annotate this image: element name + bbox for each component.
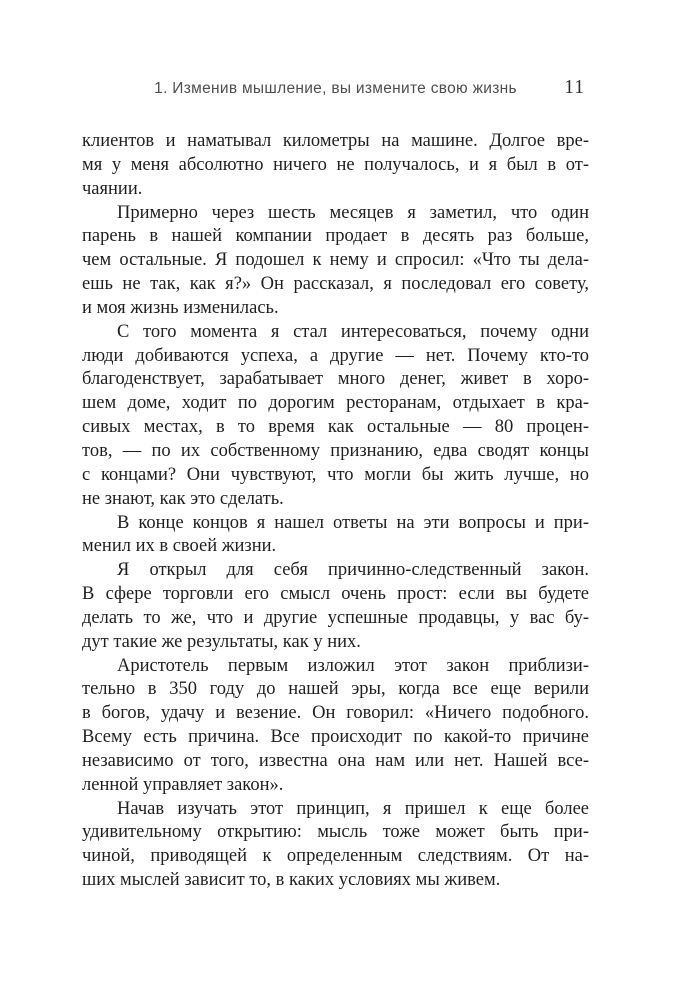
text-line: В конце концов я нашел ответы на эти вопросы и при- bbox=[117, 512, 589, 533]
chapter-running-title: 1. Изменив мышление, вы измените свою жизнь bbox=[154, 80, 517, 97]
text-line: ших мыслей зависит то, в каких условиях мы живем. bbox=[82, 870, 501, 891]
text-line: делать то же, что и другие успешные продавцы, у вас бу- bbox=[82, 607, 589, 628]
text-line: в богов, удачу и везение. Он говорил: «Ничего подобного. bbox=[82, 703, 589, 724]
text-line: чаянии. bbox=[82, 178, 143, 199]
text-line: с концами? Они чувствуют, что могли бы жить лучше, но bbox=[82, 464, 589, 485]
paragraph bbox=[82, 798, 589, 893]
paragraph bbox=[82, 321, 589, 512]
text-line: и моя жизнь изменилась. bbox=[82, 297, 279, 318]
text-line: Всему есть причина. Все происходит по какой-то причине bbox=[82, 727, 589, 748]
text-line: удивительному открытию: мысль тоже может быть при- bbox=[82, 822, 589, 843]
text-line: В сфере торговли его смысл очень прост: если вы будете bbox=[82, 584, 589, 605]
text-line: не знают, как это сделать. bbox=[82, 488, 284, 509]
text-line: тельно в 350 году до нашей эры, когда все еще верили bbox=[82, 679, 589, 700]
text-line: чем остальные. Я подошел к нему и спросил: «Что ты дела- bbox=[82, 250, 589, 271]
page-number: 11 bbox=[564, 77, 585, 98]
text-line: мя у меня абсолютно ничего не получалось, и я был в от- bbox=[82, 154, 589, 175]
text-line: ешь не так, как я?» Он рассказал, я последовал его совету, bbox=[82, 274, 589, 295]
text-line: Я открыл для себя причинно-следственный закон. bbox=[117, 560, 589, 581]
text-line: клиентов и наматывал километры на машине. Долгое вре- bbox=[82, 131, 589, 151]
paragraph bbox=[82, 559, 589, 654]
paragraph bbox=[82, 512, 589, 560]
text-line: люди добиваются успеха, а другие — нет. Почему кто-то bbox=[82, 345, 589, 366]
running-header bbox=[82, 77, 589, 102]
text-line: благоденствует, зарабатывает много денег, живет в хоро- bbox=[82, 369, 589, 390]
text-line: тов, — по их собственному признанию, едва сводят концы bbox=[82, 440, 589, 461]
text-line: парень в нашей компании продает в десять раз больше, bbox=[82, 226, 589, 247]
paragraph bbox=[82, 130, 589, 202]
text-line: Аристотель первым изложил этот закон приблизи- bbox=[117, 655, 589, 676]
paragraph bbox=[82, 202, 589, 321]
paragraph bbox=[82, 655, 589, 798]
text-line: независимо от того, известна она нам или нет. Нашей все- bbox=[82, 750, 589, 771]
text-line: чиной, приводящей к определенным следствиям. От на- bbox=[82, 846, 589, 867]
text-line: Примерно через шесть месяцев я заметил, что один bbox=[117, 202, 589, 223]
text-line: С того момента я стал интересоваться, почему одни bbox=[117, 321, 589, 342]
text-line: дут такие же результаты, как у них. bbox=[82, 631, 361, 652]
text-line: шем доме, ходит по дорогим ресторанам, отдыхает в кра- bbox=[82, 393, 589, 414]
text-line: Начав изучать этот принцип, я пришел к еще более bbox=[117, 798, 589, 819]
text-line: сивых местах, в то время как остальные — 80 процен- bbox=[82, 417, 589, 438]
text-line: ленной управляет закон». bbox=[82, 774, 284, 795]
page-body bbox=[82, 130, 589, 893]
text-line: менил их в своей жизни. bbox=[82, 536, 277, 557]
